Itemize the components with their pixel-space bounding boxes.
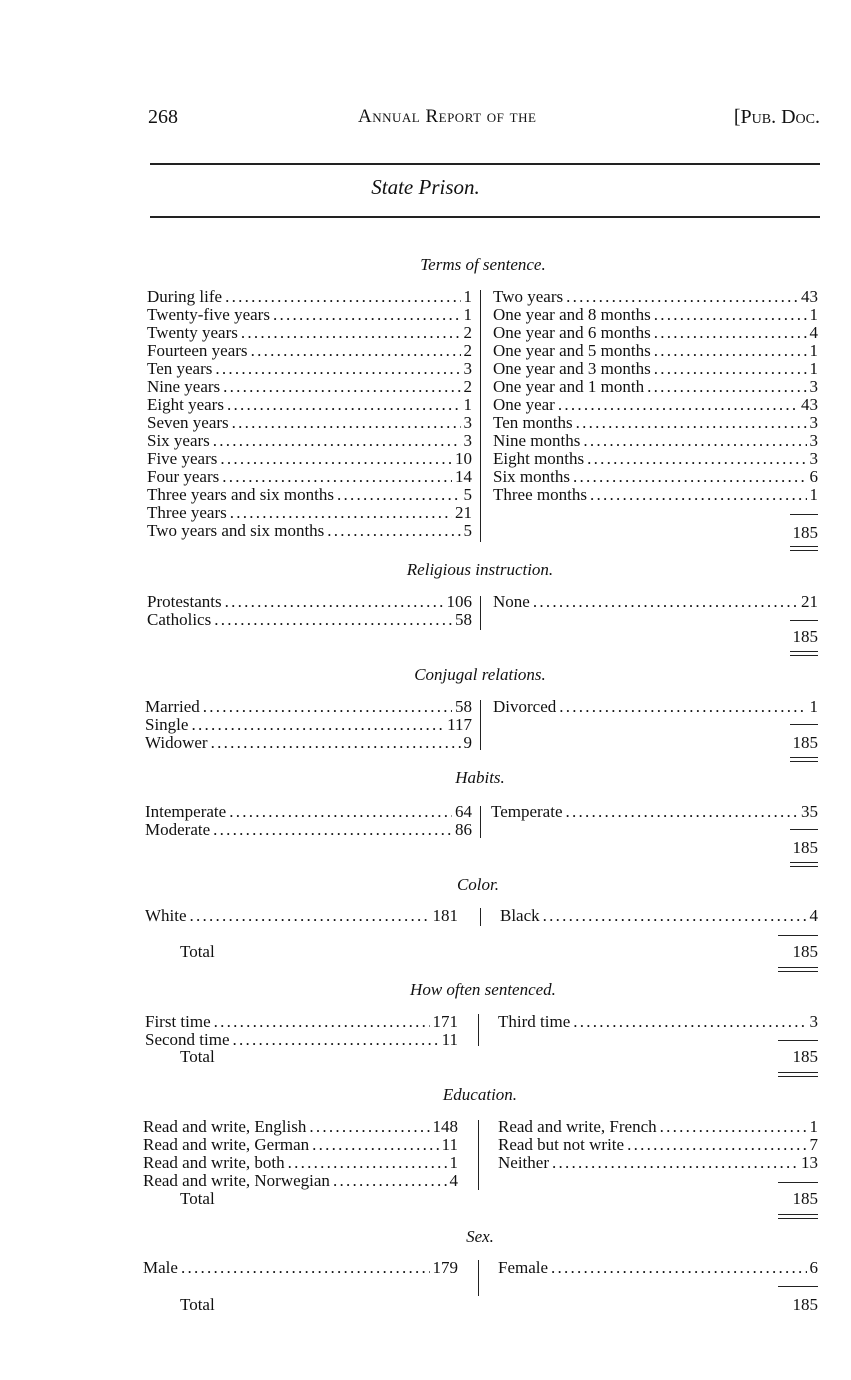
- sentenced-total-row: [180, 1048, 818, 1066]
- table-row: [493, 378, 818, 396]
- row-label: Nine years: [147, 378, 221, 396]
- row-label: Female: [498, 1259, 549, 1277]
- row-value: 181: [432, 907, 458, 925]
- table-row: [493, 698, 818, 716]
- row-value: 171: [432, 1013, 458, 1031]
- row-value: 1: [809, 1118, 818, 1136]
- row-label: Two years: [493, 288, 564, 306]
- table-row: [147, 522, 472, 540]
- leader-dots: [217, 1296, 789, 1314]
- leader-dots: [566, 288, 798, 306]
- row-label: Seven years: [147, 414, 229, 432]
- leader-dots: [543, 907, 807, 925]
- document-label: [Pub. Doc.: [733, 106, 820, 128]
- table-row: [147, 486, 472, 504]
- table-row: [147, 593, 472, 611]
- leader-dots: [214, 611, 452, 629]
- sex-left-column: [143, 1259, 458, 1277]
- leader-dots: [217, 943, 789, 961]
- row-value: 11: [441, 1031, 458, 1049]
- row-value: 3: [463, 414, 472, 432]
- row-label: None: [493, 593, 530, 611]
- row-value: 3: [463, 360, 472, 378]
- conjugal-total: 185: [792, 733, 818, 752]
- table-row: [145, 1031, 458, 1049]
- row-value: 3: [809, 1013, 818, 1031]
- row-value: 11: [441, 1136, 458, 1154]
- row-label: First time: [145, 1013, 211, 1031]
- row-label: Moderate: [145, 821, 211, 839]
- row-label: Four years: [147, 468, 220, 486]
- row-label: White: [145, 907, 187, 925]
- leader-dots: [647, 378, 806, 396]
- row-value: 4: [809, 907, 818, 925]
- leader-dots: [552, 1154, 798, 1172]
- row-label: Eight years: [147, 396, 224, 414]
- row-value: 1: [809, 486, 818, 504]
- color-right-column: [500, 907, 818, 925]
- section-title-color: Color.: [456, 875, 500, 894]
- habits-right-column: [491, 803, 818, 821]
- row-label: One year and 6 months: [493, 324, 651, 342]
- education-right-column: [498, 1118, 818, 1172]
- row-label: Ten years: [147, 360, 213, 378]
- row-value: 1: [463, 306, 472, 324]
- row-label: Read and write, English: [143, 1118, 307, 1136]
- table-row: [493, 468, 818, 486]
- leader-dots: [241, 324, 461, 342]
- row-value: 6: [809, 468, 818, 486]
- table-row: [493, 396, 818, 414]
- row-label: Twenty years: [147, 324, 238, 342]
- row-label: Temperate: [491, 803, 563, 821]
- total-label: Total: [180, 1048, 215, 1066]
- table-row: [147, 324, 472, 342]
- row-value: 1: [463, 396, 472, 414]
- row-value: 3: [809, 450, 818, 468]
- leader-dots: [654, 342, 807, 360]
- row-value: 117: [447, 716, 472, 734]
- running-header: [148, 108, 820, 136]
- double-rule: [790, 757, 818, 762]
- row-value: 2: [463, 378, 472, 396]
- table-row: [493, 324, 818, 342]
- sum-rule: [790, 829, 818, 830]
- table-row: [493, 342, 818, 360]
- table-row: [498, 1154, 818, 1172]
- table-row: [145, 716, 472, 734]
- row-label: Two years and six months: [147, 522, 325, 540]
- row-label: Six months: [493, 468, 570, 486]
- leader-dots: [576, 414, 807, 432]
- leader-dots: [654, 324, 807, 342]
- row-label: One year and 3 months: [493, 360, 651, 378]
- leader-dots: [273, 306, 461, 324]
- row-label: Read and write, German: [143, 1136, 310, 1154]
- religion-right-column: [493, 593, 818, 611]
- education-total-row: [180, 1190, 818, 1208]
- total-label: Total: [180, 1190, 215, 1208]
- row-value: 4: [449, 1172, 458, 1190]
- row-label: Three years: [147, 504, 227, 522]
- column-divider: [478, 1260, 479, 1296]
- sum-rule: [790, 514, 818, 515]
- column-divider: [480, 290, 481, 542]
- table-row: [500, 907, 818, 925]
- double-rule: [790, 546, 818, 551]
- table-row: [147, 432, 472, 450]
- column-divider: [478, 1014, 479, 1046]
- row-value: 5: [463, 522, 472, 540]
- leader-dots: [660, 1118, 807, 1136]
- leader-dots: [213, 821, 452, 839]
- row-label: Read and write, French: [498, 1118, 657, 1136]
- table-row: [145, 907, 458, 925]
- column-divider: [480, 806, 481, 838]
- row-label: Fourteen years: [147, 342, 248, 360]
- table-row: [147, 288, 472, 306]
- row-value: 1: [449, 1154, 458, 1172]
- section-title-education: Education.: [442, 1085, 518, 1104]
- total-label: Total: [180, 943, 215, 961]
- leader-dots: [215, 360, 460, 378]
- sex-total: 185: [792, 1296, 818, 1314]
- sex-total-row: [180, 1296, 818, 1314]
- leader-dots: [191, 716, 444, 734]
- conjugal-right-column: [493, 698, 818, 716]
- leader-dots: [309, 1118, 429, 1136]
- double-rule: [778, 1214, 818, 1219]
- leader-dots: [233, 1031, 439, 1049]
- row-value: 106: [446, 593, 472, 611]
- double-rule: [778, 1072, 818, 1077]
- row-label: Divorced: [493, 698, 557, 716]
- table-row: [498, 1118, 818, 1136]
- leader-dots: [225, 593, 444, 611]
- table-row: [493, 360, 818, 378]
- table-row: [145, 1013, 458, 1031]
- sum-rule: [790, 620, 818, 621]
- row-value: 1: [809, 342, 818, 360]
- leader-dots: [230, 504, 452, 522]
- row-value: 3: [463, 432, 472, 450]
- table-row: [143, 1154, 458, 1172]
- leader-dots: [214, 1013, 430, 1031]
- row-label: Widower: [145, 734, 208, 752]
- row-label: Protestants: [147, 593, 222, 611]
- conjugal-left-column: [145, 698, 472, 752]
- row-label: Six years: [147, 432, 210, 450]
- row-value: 9: [463, 734, 472, 752]
- row-value: 1: [809, 360, 818, 378]
- row-value: 148: [432, 1118, 458, 1136]
- leader-dots: [654, 360, 807, 378]
- leader-dots: [232, 414, 461, 432]
- leader-dots: [337, 486, 461, 504]
- row-value: 3: [809, 432, 818, 450]
- row-label: Nine months: [493, 432, 581, 450]
- leader-dots: [654, 306, 807, 324]
- sum-rule: [778, 935, 818, 936]
- row-value: 7: [809, 1136, 818, 1154]
- row-label: Married: [145, 698, 200, 716]
- table-row: [143, 1172, 458, 1190]
- row-label: Intemperate: [145, 803, 227, 821]
- page-number: 268: [148, 106, 178, 128]
- table-row: [145, 734, 472, 752]
- leader-dots: [251, 342, 461, 360]
- color-left-column: [145, 907, 458, 925]
- leader-dots: [533, 593, 798, 611]
- leader-dots: [333, 1172, 447, 1190]
- leader-dots: [225, 288, 460, 306]
- row-value: 1: [809, 698, 818, 716]
- double-rule: [790, 651, 818, 656]
- row-label: Twenty-five years: [147, 306, 270, 324]
- column-divider: [478, 1120, 479, 1190]
- terms-right-column: [493, 288, 818, 504]
- leader-dots: [181, 1259, 430, 1277]
- row-value: 4: [809, 324, 818, 342]
- running-title: Annual Report of the: [358, 106, 537, 127]
- table-row: [498, 1013, 818, 1031]
- sentenced-left-column: [145, 1013, 458, 1049]
- leader-dots: [573, 468, 807, 486]
- table-row: [145, 803, 472, 821]
- row-label: Second time: [145, 1031, 230, 1049]
- table-row: [493, 432, 818, 450]
- row-value: 10: [455, 450, 472, 468]
- habits-left-column: [145, 803, 472, 839]
- sentenced-total: 185: [792, 1048, 818, 1066]
- section-title-sentenced: How often sentenced.: [410, 980, 556, 999]
- leader-dots: [312, 1136, 438, 1154]
- row-label: Male: [143, 1259, 178, 1277]
- row-value: 58: [455, 611, 472, 629]
- table-row: [147, 450, 472, 468]
- leader-dots: [590, 486, 807, 504]
- education-total: 185: [792, 1190, 818, 1208]
- leader-dots: [627, 1136, 806, 1154]
- religion-left-column: [147, 593, 472, 629]
- leader-dots: [288, 1154, 447, 1172]
- leader-dots: [211, 734, 461, 752]
- column-divider: [480, 596, 481, 630]
- section-title-habits: Habits.: [455, 768, 505, 787]
- table-row: [493, 450, 818, 468]
- table-row: [147, 342, 472, 360]
- row-label: Black: [500, 907, 540, 925]
- terms-left-column: [147, 288, 472, 540]
- row-value: 64: [455, 803, 472, 821]
- row-label: Single: [145, 716, 189, 734]
- leader-dots: [223, 378, 460, 396]
- leader-dots: [217, 1048, 789, 1066]
- row-value: 3: [809, 414, 818, 432]
- leader-dots: [558, 396, 798, 414]
- row-value: 43: [801, 288, 818, 306]
- row-label: Read and write, both: [143, 1154, 285, 1172]
- table-row: [145, 821, 472, 839]
- table-row: [147, 414, 472, 432]
- habits-total: 185: [792, 838, 818, 857]
- row-value: 21: [455, 504, 472, 522]
- row-value: 6: [809, 1259, 818, 1277]
- table-row: [493, 486, 818, 504]
- color-total: 185: [792, 943, 818, 961]
- table-row: [498, 1259, 818, 1277]
- leader-dots: [203, 698, 452, 716]
- header-rule: [150, 163, 820, 165]
- row-label: Neither: [498, 1154, 549, 1172]
- leader-dots: [227, 396, 461, 414]
- table-row: [145, 698, 472, 716]
- sentenced-right-column: [498, 1013, 818, 1031]
- table-row: [493, 288, 818, 306]
- row-label: One year and 5 months: [493, 342, 651, 360]
- double-rule: [790, 862, 818, 867]
- leader-dots: [551, 1259, 806, 1277]
- row-value: 21: [801, 593, 818, 611]
- table-row: [147, 468, 472, 486]
- row-label: One year and 1 month: [493, 378, 645, 396]
- section-title-sex: Sex.: [466, 1227, 494, 1246]
- religion-total: 185: [792, 627, 818, 646]
- sum-rule: [778, 1182, 818, 1183]
- leader-dots: [213, 432, 461, 450]
- section-title-terms: Terms of sentence.: [420, 255, 546, 274]
- leader-dots: [559, 698, 806, 716]
- row-label: Read and write, Norwegian: [143, 1172, 330, 1190]
- row-value: 1: [809, 306, 818, 324]
- row-value: 14: [455, 468, 472, 486]
- table-row: [498, 1136, 818, 1154]
- row-value: 2: [463, 324, 472, 342]
- row-value: 58: [455, 698, 472, 716]
- row-label: Third time: [498, 1013, 571, 1031]
- table-row: [143, 1259, 458, 1277]
- row-value: 5: [463, 486, 472, 504]
- title-rule: [150, 216, 820, 218]
- row-label: Eight months: [493, 450, 585, 468]
- column-divider: [480, 908, 481, 926]
- table-row: [147, 378, 472, 396]
- sum-rule: [778, 1286, 818, 1287]
- terms-total: 185: [792, 523, 818, 542]
- row-value: 2: [463, 342, 472, 360]
- section-title-conjugal: Conjugal relations.: [414, 665, 546, 684]
- table-row: [147, 360, 472, 378]
- leader-dots: [217, 1190, 789, 1208]
- row-label: Catholics: [147, 611, 212, 629]
- leader-dots: [229, 803, 452, 821]
- row-value: 179: [432, 1259, 458, 1277]
- table-row: [493, 414, 818, 432]
- total-label: Total: [180, 1296, 215, 1314]
- double-rule: [778, 967, 818, 972]
- leader-dots: [573, 1013, 806, 1031]
- table-row: [143, 1118, 458, 1136]
- table-row: [491, 803, 818, 821]
- row-label: Ten months: [493, 414, 573, 432]
- leader-dots: [583, 432, 806, 450]
- color-total-row: [180, 943, 818, 961]
- row-label: One year: [493, 396, 555, 414]
- row-value: 86: [455, 821, 472, 839]
- sum-rule: [778, 1040, 818, 1041]
- row-label: Read but not write: [498, 1136, 625, 1154]
- column-divider: [480, 700, 481, 750]
- row-value: 3: [809, 378, 818, 396]
- table-row: [147, 396, 472, 414]
- section-title-religion: Religious instruction.: [406, 560, 554, 579]
- row-label: One year and 8 months: [493, 306, 651, 324]
- leader-dots: [222, 468, 452, 486]
- table-row: [147, 306, 472, 324]
- table-row: [493, 306, 818, 324]
- row-label: Three months: [493, 486, 587, 504]
- row-label: Five years: [147, 450, 218, 468]
- row-value: 1: [463, 288, 472, 306]
- table-row: [143, 1136, 458, 1154]
- row-value: 43: [801, 396, 818, 414]
- leader-dots: [566, 803, 799, 821]
- leader-dots: [190, 907, 430, 925]
- leader-dots: [587, 450, 806, 468]
- row-label: During life: [147, 288, 223, 306]
- row-value: 35: [801, 803, 818, 821]
- leader-dots: [327, 522, 460, 540]
- sum-rule: [790, 724, 818, 725]
- page-title: State Prison.: [371, 175, 480, 199]
- table-row: [493, 593, 818, 611]
- sex-right-column: [498, 1259, 818, 1277]
- table-row: [147, 504, 472, 522]
- row-label: Three years and six months: [147, 486, 334, 504]
- leader-dots: [220, 450, 452, 468]
- row-value: 13: [801, 1154, 818, 1172]
- education-left-column: [143, 1118, 458, 1190]
- table-row: [147, 611, 472, 629]
